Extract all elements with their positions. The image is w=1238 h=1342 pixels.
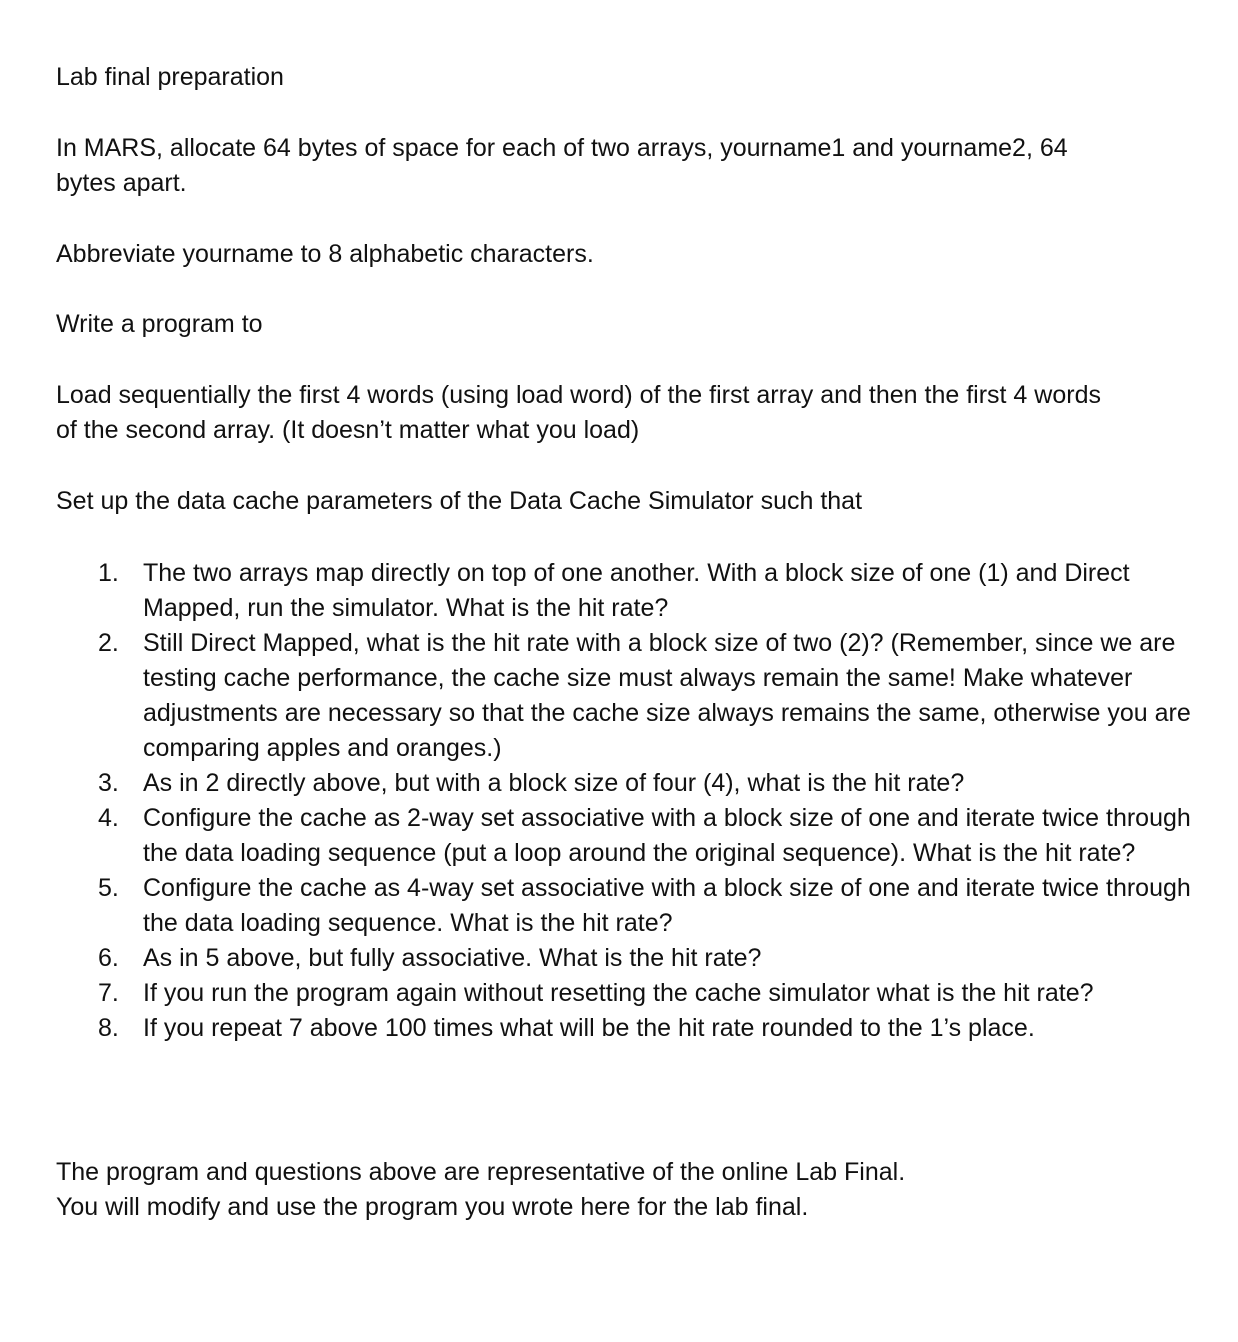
- question-text: The two arrays map directly on top of one another. With a block size of one (1) and Direct Mapped, run the simulator. What is the hit rate?: [143, 559, 1130, 622]
- question-item: [0, 626, 1203, 766]
- question-text: Configure the cache as 2-way set associative with a block size of one and iterate twice through the data loading sequence (put a loop around the original sequence). What is the hit rate?: [143, 804, 1191, 867]
- question-item: [0, 871, 1203, 941]
- abbreviate-instruction: Abbreviate yourname to 8 alphabetic characters.: [56, 240, 594, 268]
- question-text: Still Direct Mapped, what is the hit rate with a block size of two (2)? (Remember, since we are testing cache performance, the cache size must always remain the same! Make whatever adjustments are necessary so that the cache size always remains the same, otherwise you are comparing apples and oranges.): [143, 629, 1191, 762]
- question-number: 3.: [98, 769, 119, 797]
- question-number: 7.: [98, 979, 119, 1007]
- question-list: [0, 556, 1238, 1046]
- load-paragraph: [56, 378, 1196, 448]
- intro-line: bytes apart.: [56, 169, 187, 197]
- question-item: [0, 766, 1203, 801]
- load-line: Load sequentially the first 4 words (using load word) of the first array and then the first 4 words: [56, 381, 1101, 409]
- question-item: [0, 556, 1203, 626]
- question-number: 8.: [98, 1014, 119, 1042]
- question-item: [0, 801, 1203, 871]
- load-line: of the second array. (It doesn’t matter what you load): [56, 416, 640, 444]
- question-number: 6.: [98, 944, 119, 972]
- document-title: Lab final preparation: [56, 63, 284, 91]
- question-item: [0, 976, 1203, 1011]
- question-text: Configure the cache as 4-way set associative with a block size of one and iterate twice through the data loading sequence. What is the hit rate?: [143, 874, 1191, 937]
- intro-paragraph: [56, 131, 1196, 201]
- closing-line: The program and questions above are representative of the online Lab Final.: [56, 1158, 906, 1186]
- question-item: [0, 941, 1203, 976]
- setup-instruction: Set up the data cache parameters of the Data Cache Simulator such that: [56, 487, 863, 515]
- write-program-instruction: Write a program to: [56, 310, 263, 338]
- question-text: If you repeat 7 above 100 times what will be the hit rate rounded to the 1’s place.: [143, 1014, 1035, 1042]
- question-number: 4.: [98, 804, 119, 832]
- question-item: [0, 1011, 1203, 1046]
- intro-line: In MARS, allocate 64 bytes of space for each of two arrays, yourname1 and yourname2, 64: [56, 134, 1068, 162]
- question-number: 1.: [98, 559, 119, 587]
- closing-line: You will modify and use the program you wrote here for the lab final.: [56, 1193, 809, 1221]
- closing-paragraph: [56, 1155, 1196, 1225]
- question-number: 5.: [98, 874, 119, 902]
- question-text: If you run the program again without resetting the cache simulator what is the hit rate?: [143, 979, 1094, 1007]
- question-number: 2.: [98, 629, 119, 657]
- question-text: As in 5 above, but fully associative. What is the hit rate?: [143, 944, 762, 972]
- question-text: As in 2 directly above, but with a block size of four (4), what is the hit rate?: [143, 769, 965, 797]
